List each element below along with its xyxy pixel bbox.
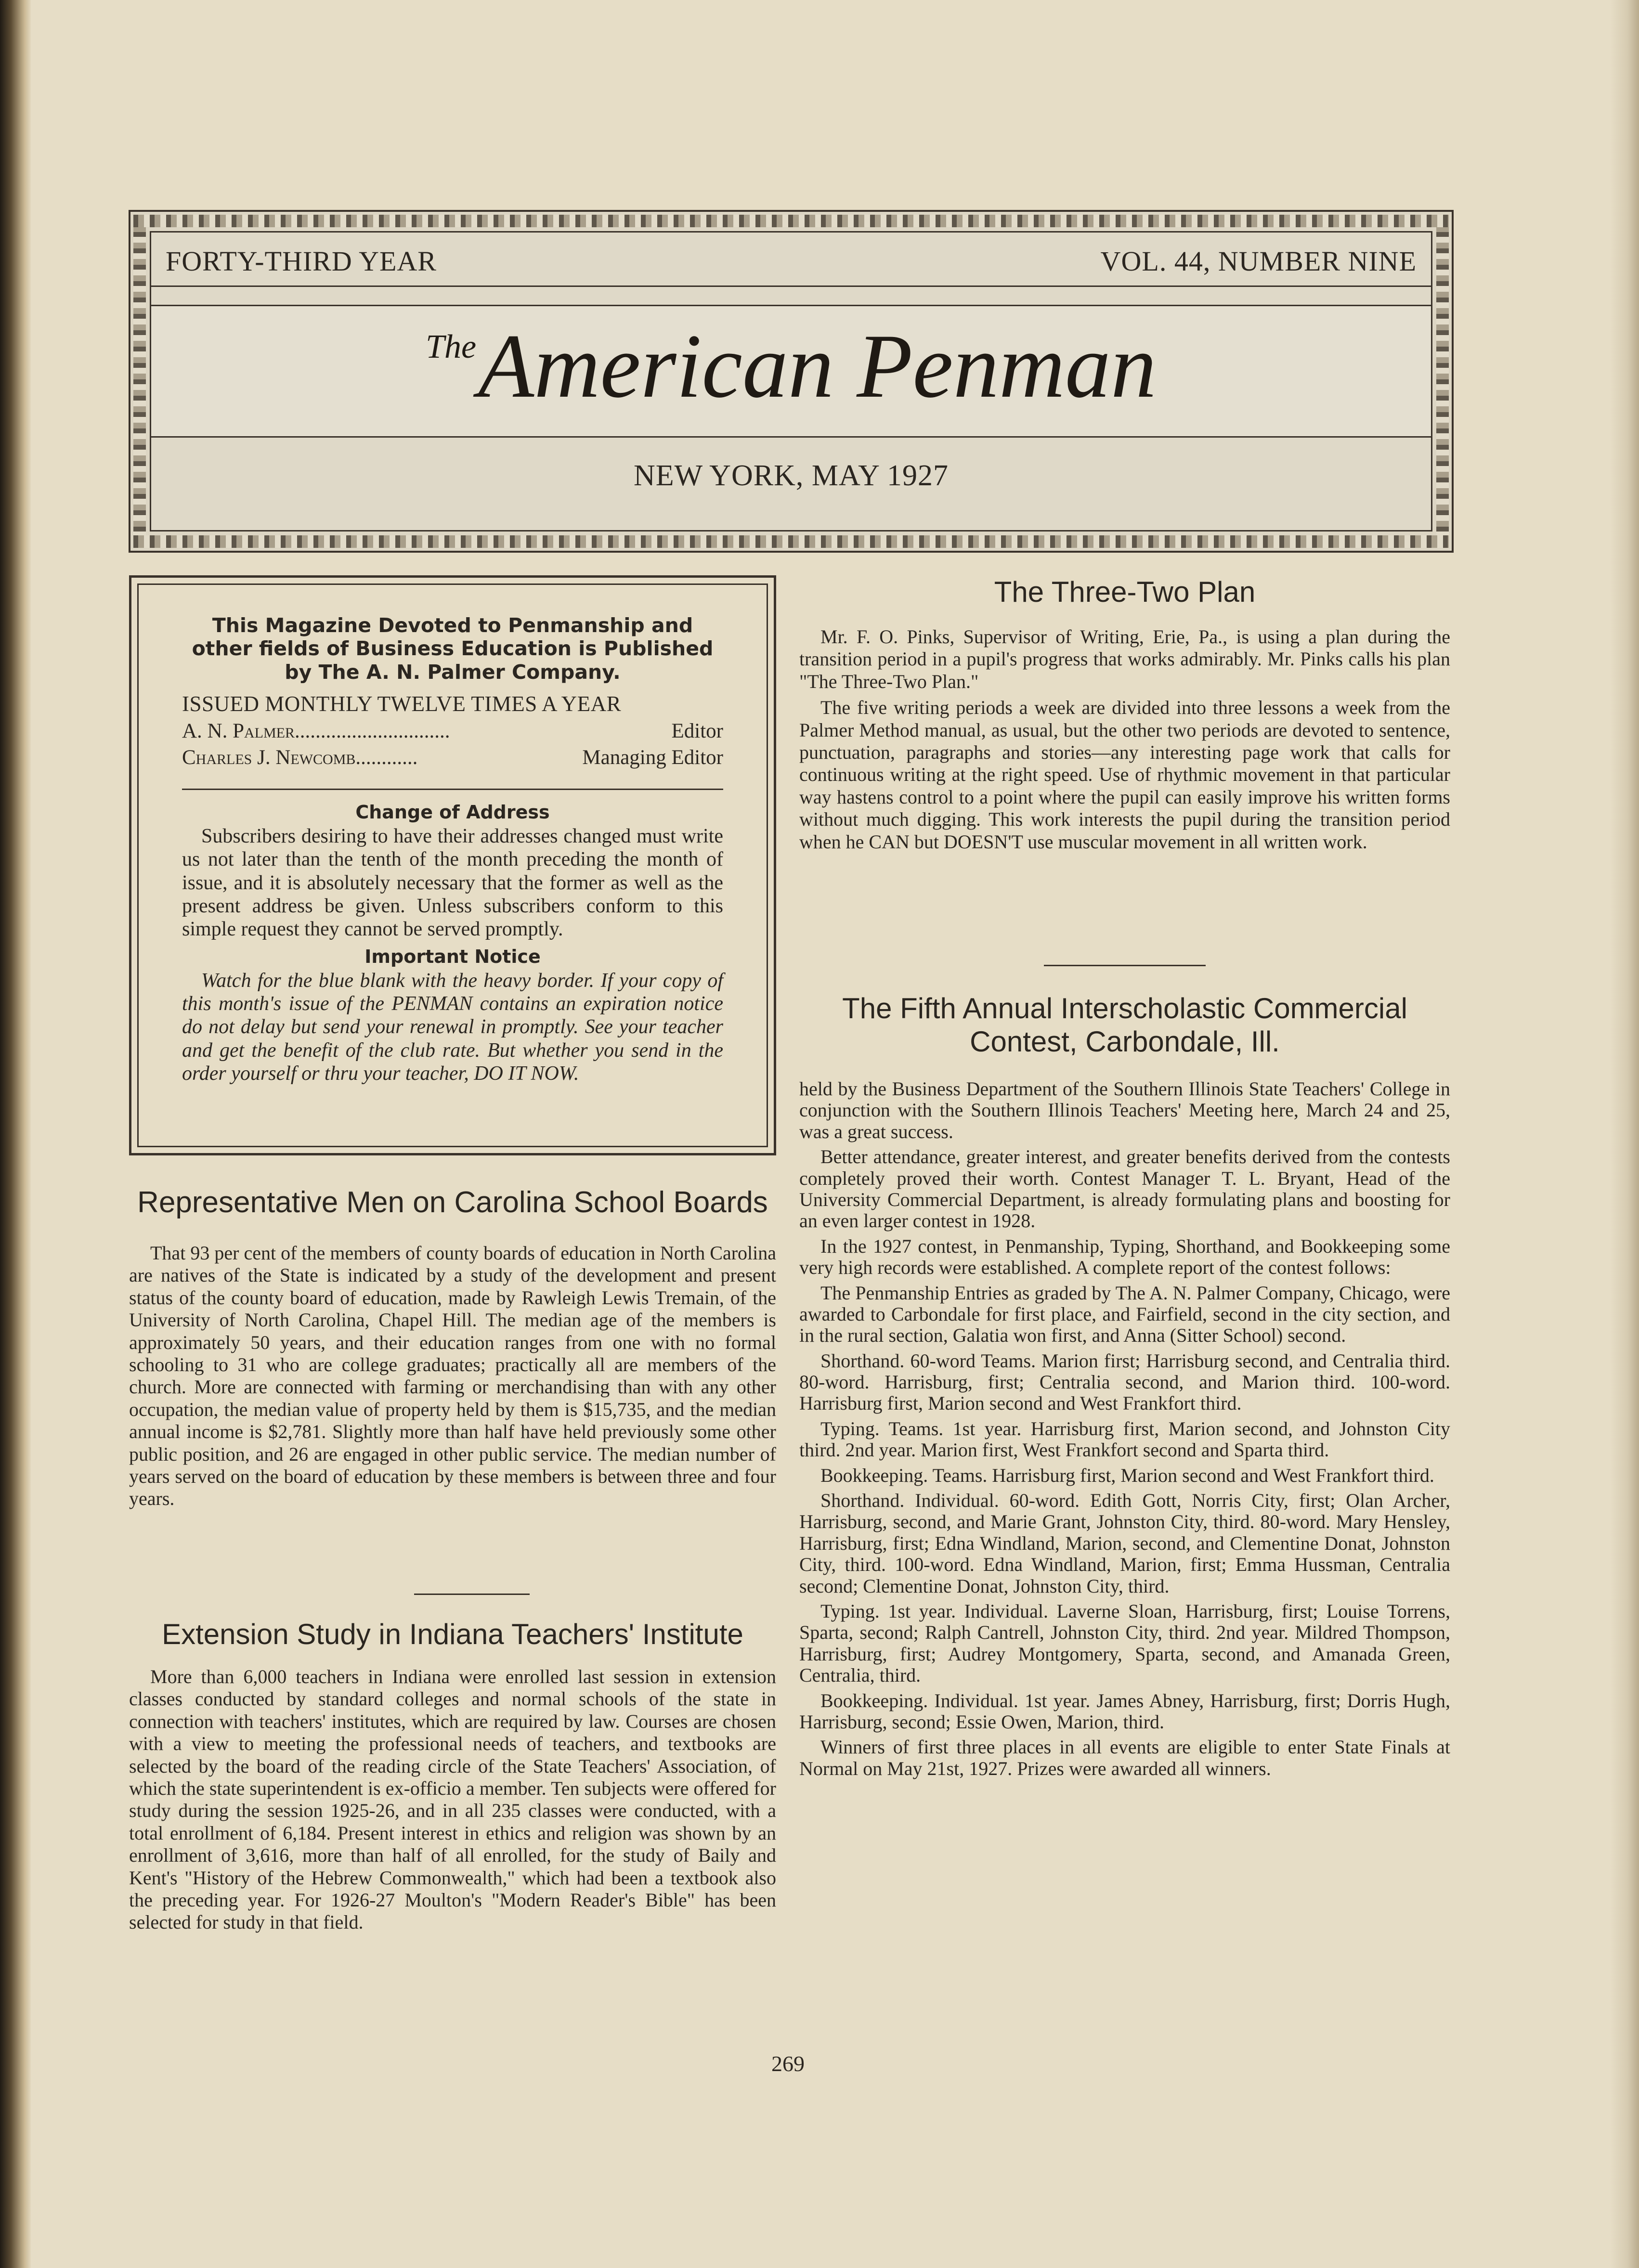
contest-paragraph-10: Bookkeeping. Individual. 1st year. James Abney, Harrisburg, first; Dorris Hugh, Harrisburg, second; Essie Owen, Marion, third. <box>799 1689 1450 1733</box>
contest-paragraph-6: Typing. Teams. 1st year. Harrisburg first, Marion second, and Johnston City third. 2nd year. Marion first, West Frankfort second and Sparta third. <box>799 1417 1450 1461</box>
contest-article-body <box>799 1078 1450 1783</box>
masthead-year: FORTY-THIRD YEAR <box>166 246 437 277</box>
carolina-article-title: Representative Men on Carolina School Boards <box>137 1186 768 1219</box>
masthead-volume: VOL. 44, NUMBER NINE <box>1100 246 1417 277</box>
three-two-plan-paragraph-1: Mr. F. O. Pinks, Supervisor of Writing, Erie, Pa., is using a plan during the transition period in a pupil's progress that works admirably. Mr. Pinks calls his plan "The Three-Two Plan." <box>799 626 1450 692</box>
publisher-statement: This Magazine Devoted to Penmanship and other fields of Business Education is Published by The A. N. Palmer Company. <box>192 614 714 684</box>
contest-paragraph-4: The Penmanship Entries as graded by The A. N. Palmer Company, Chicago, were awarded to Carbondale for first place, and Fairfield, second in the city section, and in the rural section, Galatia won first, and Anna (Sitter School) second. <box>799 1282 1450 1347</box>
masthead-title-box <box>151 305 1431 438</box>
left-column-divider <box>414 1594 530 1595</box>
publisher-notice-inner <box>137 583 768 1147</box>
editor-role: Editor <box>671 720 723 743</box>
contest-paragraph-7: Bookkeeping. Teams. Harrisburg first, Marion second and West Frankfort third. <box>820 1464 1434 1486</box>
change-of-address-title: Change of Address <box>355 802 550 823</box>
indiana-article-paragraph: More than 6,000 teachers in Indiana were enrolled last session in extension classes conducted by standard colleges and normal schools of the state in connection with teachers' institutes, which are required by law. Courses are chosen with a view to meeting the professional needs of teachers, and textbooks are selected by the board of the reading circle of the State Teachers' Association, of which the state superintendent is ex-officio a member. Ten subjects were offered for study during the session 1925-26, and in all 235 classes were conducted, with a total enrollment of 6,184. Present interest in ethics and religion was shown by an enrollment of 3,616, more than half of all enrolled, for the study of Baily and Kent's "History of the Hebrew Commonwealth," which had been a textbook also the preceding year. For 1926-27 Moulton's "Modern Reader's Bible" has been selected for study in that field. <box>129 1666 776 1933</box>
editor-leader-dots: .............................. <box>295 720 450 743</box>
contest-paragraph-9: Typing. 1st year. Individual. Laverne Sloan, Harrisburg, first; Louise Torrens, Sparta, second; Ralph Cantrell, Johnston City, third. 2nd year. Mildred Thompson, Harrisburg, first; Audrey Montgomery, Sparta, second, and Amanada Green, Centralia, third. <box>799 1600 1450 1686</box>
contest-paragraph-3: In the 1927 contest, in Penmanship, Typing, Shorthand, and Bookkeeping some very high records were established. A complete report of the contest follows: <box>799 1235 1450 1279</box>
editor-name: A. N. Palmer <box>182 720 295 743</box>
page-edge <box>1610 0 1639 2268</box>
masthead-top-line <box>151 233 1431 287</box>
book-spine <box>0 0 31 2268</box>
contest-title-line-1: The Fifth Annual Interscholastic Commercial <box>842 992 1407 1024</box>
publisher-notice-box <box>129 575 776 1155</box>
managing-editor-role: Managing Editor <box>582 746 723 769</box>
page-number: 269 <box>771 2051 805 2076</box>
contest-paragraph-5: Shorthand. 60-word Teams. Marion first; Harrisburg second, and Centralia third. 80-word. Harrisburg, first; Centralia second, and Marion third. 100-word. Harrisburg first, Marion second and West Frankfort third. <box>799 1349 1450 1414</box>
contest-paragraph-2: Better attendance, greater interest, and greater benefits derived from the contests completely proved their worth. Contest Manager T. L. Bryant, Head of the University Commercial Department, is already formulating plans and boosting for an even larger contest in 1928. <box>799 1146 1450 1232</box>
issued-line: ISSUED MONTHLY TWELVE TIMES A YEAR <box>182 692 622 716</box>
contest-paragraph-11: Winners of first three places in all events are eligible to enter State Finals at Normal on May 21st, 1927. Prizes were awarded all winners. <box>799 1736 1450 1779</box>
masthead-dateline: NEW YORK, MAY 1927 <box>633 459 949 492</box>
masthead-inner <box>150 231 1432 531</box>
carolina-article-paragraph: That 93 per cent of the members of county boards of education in North Carolina are natives of the State is indicated by a study of the development and present status of the county board of education, made by Rawleigh Lewis Tremain, of the University of North Carolina, Chapel Hill. The median age of the members is approximately 50 years, and their education ranges from one with no formal schooling to 31 who are college graduates; practically all are members of the church. More are connected with farming or merchandising than with any other occupation, the median value of property held by them is $15,735, and the median annual income is $2,781. Slightly more than half have held previously some other public position, and 26 are engaged in other public service. The median number of years served on the board of education by these members is between three and four years. <box>129 1242 776 1510</box>
contest-title-line-2: Contest, Carbondale, Ill. <box>970 1025 1280 1058</box>
managing-editor-leader-dots: ............ <box>355 746 418 769</box>
managing-editor-name: Charles J. Newcomb <box>182 746 356 769</box>
masthead-title-text: American Penman <box>478 316 1157 417</box>
three-two-plan-body <box>799 626 1450 857</box>
important-notice-text: Watch for the blue blank with the heavy border. If your copy of this month's issue of the PENMAN contains an expiration notice do not delay but send your renewal in promptly. See your teacher and get the benefit of the club rate. But whether you send in the order yourself or thru your teacher, DO IT NOW. <box>182 969 723 1085</box>
change-of-address-text: Subscribers desiring to have their addresses changed must write us not later than the tenth of the month preceding the month of issue, and it is absolutely necessary that the former as well as the present address be given. Unless subscribers conform to this simple request they cannot be served promptly. <box>182 825 723 941</box>
contest-paragraph-1: held by the Business Department of the Southern Illinois State Teachers' College in conjunction with the Southern Illinois Teachers' Meeting here, March 24 and 25, was a great success. <box>799 1078 1450 1142</box>
three-two-plan-title: The Three-Two Plan <box>994 576 1256 608</box>
managing-editor-line <box>182 746 723 769</box>
three-two-plan-paragraph-2: The five writing periods a week are divided into three lessons a week from the Palmer Method manual, as usual, but the other two periods are devoted to sentence, punctuation, paragraphs and stories—any interesting page work that calls for continuous writing at the right speed. Use of rhythmic movement in that particular way hastens control to a point where the pupil can easily improve his written forms without much digging. This work interests the pupil during the transition period when he CAN but DOESN'T use muscular movement in all written work. <box>799 697 1450 853</box>
editor-line <box>182 719 723 743</box>
masthead-title-the: The <box>426 328 477 365</box>
notice-divider <box>182 789 723 790</box>
indiana-article-body <box>129 1666 776 1938</box>
important-notice-title: Important Notice <box>364 946 541 967</box>
masthead <box>129 210 1454 553</box>
right-column-divider <box>1044 965 1206 966</box>
masthead-title <box>151 316 1431 417</box>
contest-paragraph-8: Shorthand. Individual. 60-word. Edith Gott, Norris City, first; Olan Archer, Harrisburg, second, and Marie Grant, Johnston City, third. 80-word. Mary Hensley, Harrisburg, first; Edna Windland, Marion, second, and Clementine Donat, Johnston City, third. 100-word. Edna Windland, Marion, first; Emma Hussman, Centralia second; Clementine Donat, Johnston City, third. <box>799 1490 1450 1597</box>
indiana-article-title: Extension Study in Indiana Teachers' Institute <box>162 1618 743 1650</box>
carolina-article-body <box>129 1242 776 1514</box>
contest-article-title <box>799 992 1450 1058</box>
